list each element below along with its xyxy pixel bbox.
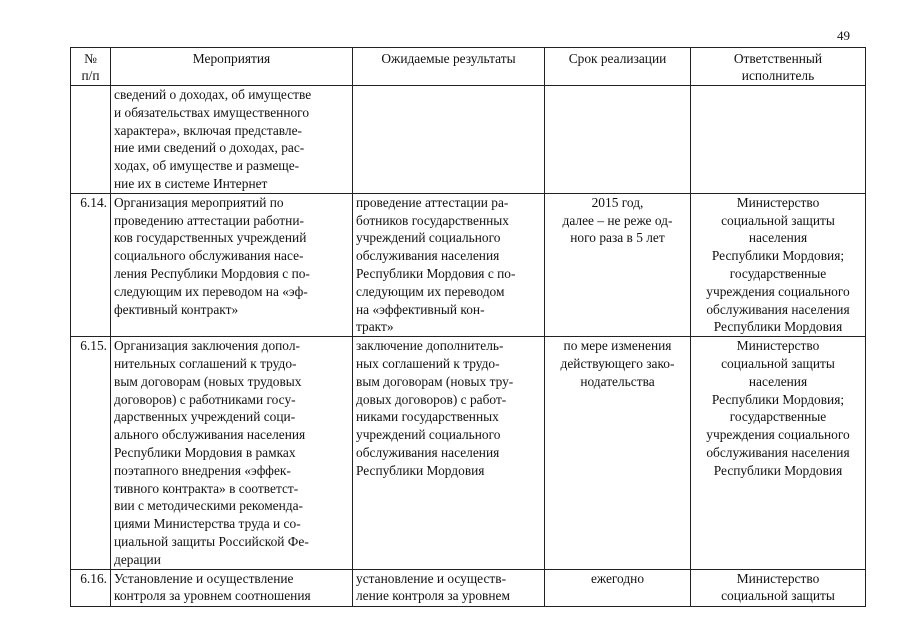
row-responsible: Министерство социальной защиты (691, 569, 866, 606)
table-header (71, 48, 866, 86)
row-number: 6.16. (71, 569, 111, 606)
header-row (71, 48, 866, 86)
row-number: 6.15. (71, 337, 111, 569)
row-results: проведение аттестации ра- ботников государственных учреждений социального обслуживания населения Республики Мордовия с по- следующим их переводом на «эффективный кон- тракт» (353, 193, 545, 336)
row-number: 6.14. (71, 193, 111, 336)
row-activity: сведений о доходах, об имуществе и обязательствах имущественного характера», включая представле- ние ими сведений о доходах, рас- ходах, об имуществе и размеще- ние их в системе Интернет (111, 86, 353, 194)
table-body (71, 86, 866, 607)
header-responsible: Ответственный исполнитель (691, 48, 866, 86)
header-activity: Мероприятия (111, 48, 353, 86)
header-number: № п/п (71, 48, 111, 86)
header-results: Ожидаемые результаты (353, 48, 545, 86)
row-term: ежегодно (545, 569, 691, 606)
row-responsible (691, 86, 866, 194)
row-number (71, 86, 111, 194)
row-responsible: Министерство социальной защиты населения Республики Мордовия; государственные учреждения социального обслуживания населения Республики Мордовия (691, 193, 866, 336)
row-results: установление и осуществ- ление контроля за уровнем (353, 569, 545, 606)
table-row (71, 337, 866, 569)
row-activity: Организация мероприятий по проведению аттестации работни- ков государственных учреждений социального обслуживания насе- ления Республики Мордовия с по- следующим их переводом на «эф- фективный контракт» (111, 193, 353, 336)
row-term (545, 86, 691, 194)
row-term: по мере изменения действующего зако- нодательства (545, 337, 691, 569)
table-row (71, 86, 866, 194)
page-number: 49 (837, 28, 850, 43)
row-activity: Организация заключения допол- нительных соглашений к трудо- вым договорам (новых трудовых договоров) с работниками госу- дарственных учреждений соци- ального обслуживания населения Республики Мордовия в рамках поэтапного внедрения «эффек- тивного контракта» в соответст- вии с методическими рекоменда- циями Министерства труда и со- циальной защиты Российской Фе- дерации (111, 337, 353, 569)
row-activity: Установление и осуществление контроля за уровнем соотношения (111, 569, 353, 606)
table-row (71, 193, 866, 336)
row-results: заключение дополнитель- ных соглашений к трудо- вым договорам (новых тру- довых договоров) с работ- никами государственных учреждений социального обслуживания населения Республики Мордовия (353, 337, 545, 569)
table-row (71, 569, 866, 606)
row-results (353, 86, 545, 194)
action-plan-table (70, 47, 866, 607)
row-term: 2015 год, далее – не реже од- ного раза в 5 лет (545, 193, 691, 336)
header-term: Срок реализации (545, 48, 691, 86)
row-responsible: Министерство социальной защиты населения Республики Мордовия; государственные учреждения социального обслуживания населения Республики Мордовия (691, 337, 866, 569)
